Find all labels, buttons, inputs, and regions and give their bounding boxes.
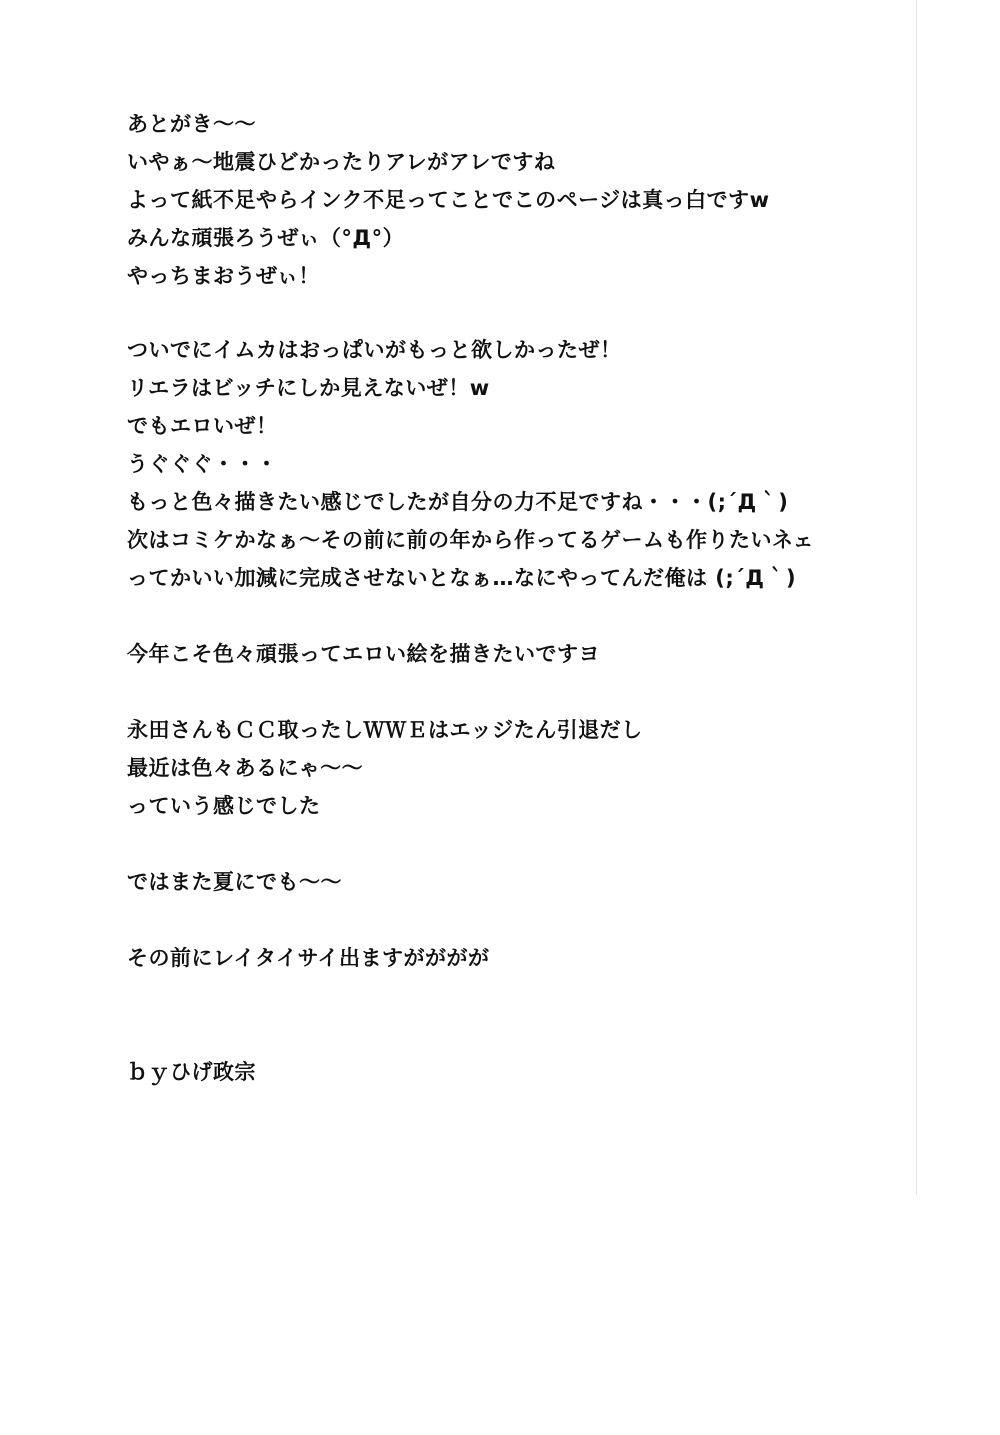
afterword-line: よって紙不足やらインク不足ってことでこのページは真っ白ですw — [127, 188, 770, 212]
afterword-line: 今年こそ色々頑張ってエロい絵を描きたいですヨ — [127, 642, 600, 666]
afterword-line: 永田さんもＣＣ取ったしＷＷＥはエッジたん引退だし — [127, 718, 643, 742]
afterword-line: いやぁ～地震ひどかったりアレがアレですね — [127, 150, 556, 174]
afterword-line: ってかいい加減に完成させないとなぁ…なにやってんだ俺は (;´Д｀) — [127, 566, 797, 590]
afterword-line: 最近は色々あるにゃ～～ — [127, 756, 364, 780]
afterword-line: ついでにイムカはおっぱいがもっと欲しかったぜ！ — [127, 338, 622, 362]
afterword-line: やっちまおうぜぃ！ — [127, 264, 320, 288]
afterword-line: その前にレイタイサイ出ますがががが — [127, 946, 490, 970]
page-edge-line — [916, 0, 917, 1195]
afterword-line: ではまた夏にでも～～ — [127, 870, 342, 894]
afterword-line: っていう感じでした — [127, 794, 321, 818]
author-signature: ｂｙひげ政宗 — [127, 1060, 256, 1084]
afterword-line: みんな頑張ろうぜぃ（°Д°） — [127, 226, 405, 250]
afterword-line: リエラはビッチにしか見えないぜ！w — [127, 376, 490, 400]
afterword-line: でもエロいぜ！ — [127, 414, 278, 438]
afterword-line: 次はコミケかなぁ～その前に前の年から作ってるゲームも作りたいネェ — [127, 528, 815, 552]
afterword-heading: あとがき～～ — [127, 112, 256, 136]
afterword-line: もっと色々描きたい感じでしたが自分の力不足ですね・・・(;´Д｀) — [127, 490, 789, 514]
afterword-line: うぐぐぐ・・・ — [127, 452, 278, 476]
